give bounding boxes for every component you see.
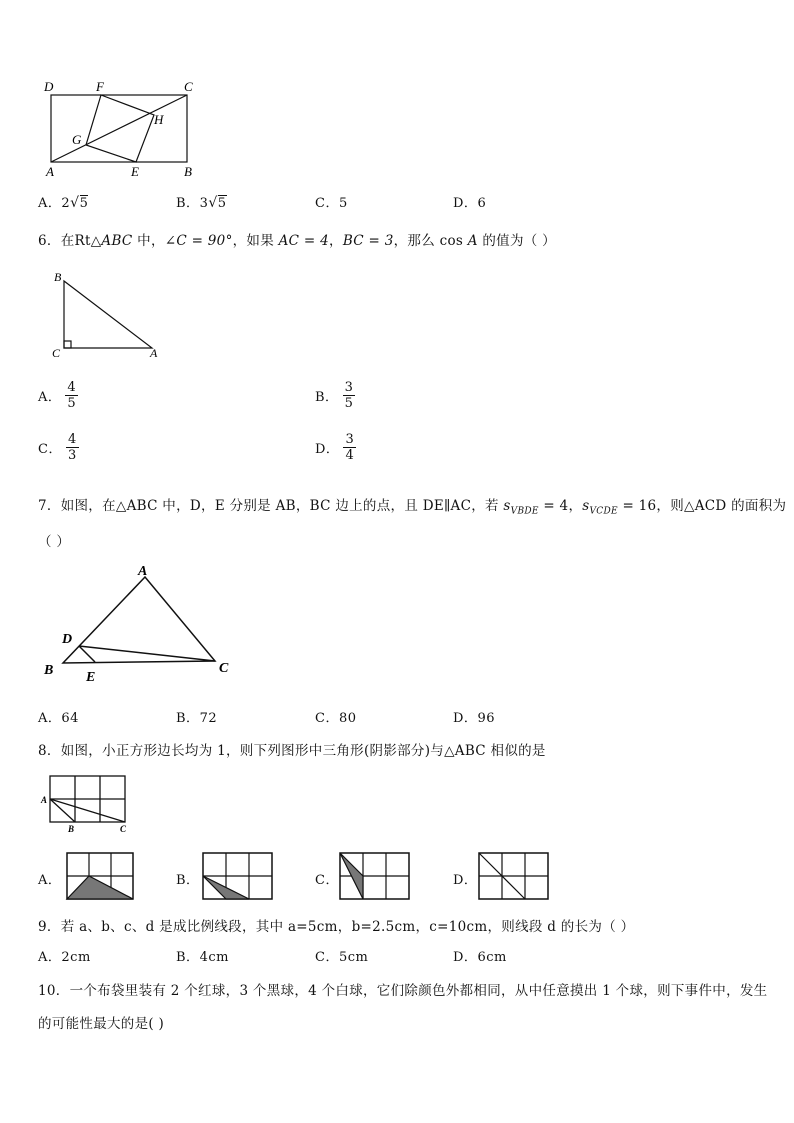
- segment-ac: [50, 799, 125, 822]
- q9-option-a: A．2cm: [38, 950, 91, 965]
- q6-option-d: D． $\frac{3}{4}$: [315, 432, 355, 463]
- label-b: B: [184, 164, 192, 179]
- q7-figure: [40, 558, 240, 686]
- label-g: G: [72, 132, 82, 147]
- q9-option-b: B．4cm: [176, 950, 229, 965]
- q8-option-a-figure: [64, 850, 136, 902]
- label-a: A: [46, 164, 54, 179]
- q5-option-d: D．6: [453, 196, 487, 211]
- q7-option-b: B．72: [176, 711, 218, 726]
- segment-dc: [79, 646, 215, 661]
- q8-option-d-label: D．: [453, 873, 478, 888]
- q5-option-b: B．3√5: [176, 195, 227, 211]
- q6-option-c: C． $\frac{4}{3}$: [38, 432, 77, 463]
- segment-de: [79, 646, 95, 662]
- q8-option-c-figure: [337, 848, 413, 903]
- triangle-abc: [63, 577, 215, 663]
- label-e: E: [86, 670, 96, 685]
- q8-stem: 8．如图，小正方形边长均为 1，则下列图形中三角形(阴影部分)与△ABC 相似的是: [38, 743, 546, 759]
- q7-stem: 7．如图，在△ABC 中，D，E 分别是 AB，BC 边上的点，且 DE∥AC，若 $s_{VBDE} = 4$，$s_{VCDE} = 16$，则△ACD 的面积为: [38, 498, 787, 517]
- right-triangle-abc: [64, 281, 152, 348]
- label-h: H: [154, 112, 164, 127]
- q5-option-c: C．5: [315, 196, 348, 211]
- label-b: B: [44, 663, 54, 678]
- label-f: F: [96, 79, 104, 94]
- q8-option-c-label: C．: [315, 873, 339, 888]
- label-d: D: [44, 79, 54, 94]
- shaded-triangle: [67, 876, 133, 899]
- label-c: C: [120, 824, 127, 834]
- q9-stem: 9．若 a、b、c、d 是成比例线段，其中 a=5cm，b=2.5cm，c=10cm，则线段 d 的长为（ ）: [38, 919, 635, 935]
- label-c: C: [52, 346, 61, 360]
- diagonal-ac: [51, 95, 187, 162]
- q5-option-a: A．2√5: [38, 195, 89, 211]
- q8-option-a-label: A．: [38, 873, 62, 888]
- q6-figure: [48, 268, 168, 363]
- q10-stem-line2: 的可能性最大的是( ): [38, 1016, 165, 1032]
- q8-option-b-figure: [200, 850, 276, 902]
- label-c: C: [219, 661, 229, 676]
- q6-stem: 6．在Rt△ABC 中，∠C = 90°，如果 AC = 4，BC = 3，那么 cos A 的值为（ ）: [38, 233, 556, 249]
- q7-option-c: C．80: [315, 711, 357, 726]
- q7-option-d: D．96: [453, 711, 495, 726]
- q8-option-d-figure: [476, 848, 552, 903]
- q10-stem-line1: 10．一个布袋里装有 2 个红球，3 个黑球，4 个白球，它们除颜色外都相同，从中任意摸出 1 个球，则下事件中，发生: [38, 983, 768, 999]
- q9-option-d: D．6cm: [453, 950, 507, 965]
- label-a: A: [41, 795, 48, 805]
- label-b: B: [68, 824, 75, 834]
- q6-option-b: B． $\frac{3}{5}$: [315, 380, 354, 411]
- q7-option-a: A．64: [38, 711, 79, 726]
- label-a: A: [150, 346, 158, 360]
- label-b: B: [54, 270, 62, 284]
- q8-reference-figure: [40, 772, 140, 834]
- right-angle-mark: [64, 341, 71, 348]
- q7-stem-line2: （ ）: [38, 534, 71, 550]
- label-c: C: [184, 79, 193, 94]
- q8-option-b-label: B．: [176, 873, 200, 888]
- label-a: A: [138, 564, 148, 579]
- q5-figure: [38, 78, 208, 180]
- label-d: D: [62, 632, 73, 647]
- label-e: E: [131, 164, 139, 179]
- q9-option-c: C．5cm: [315, 950, 369, 965]
- q6-option-a: A． $\frac{4}{5}$: [38, 380, 77, 411]
